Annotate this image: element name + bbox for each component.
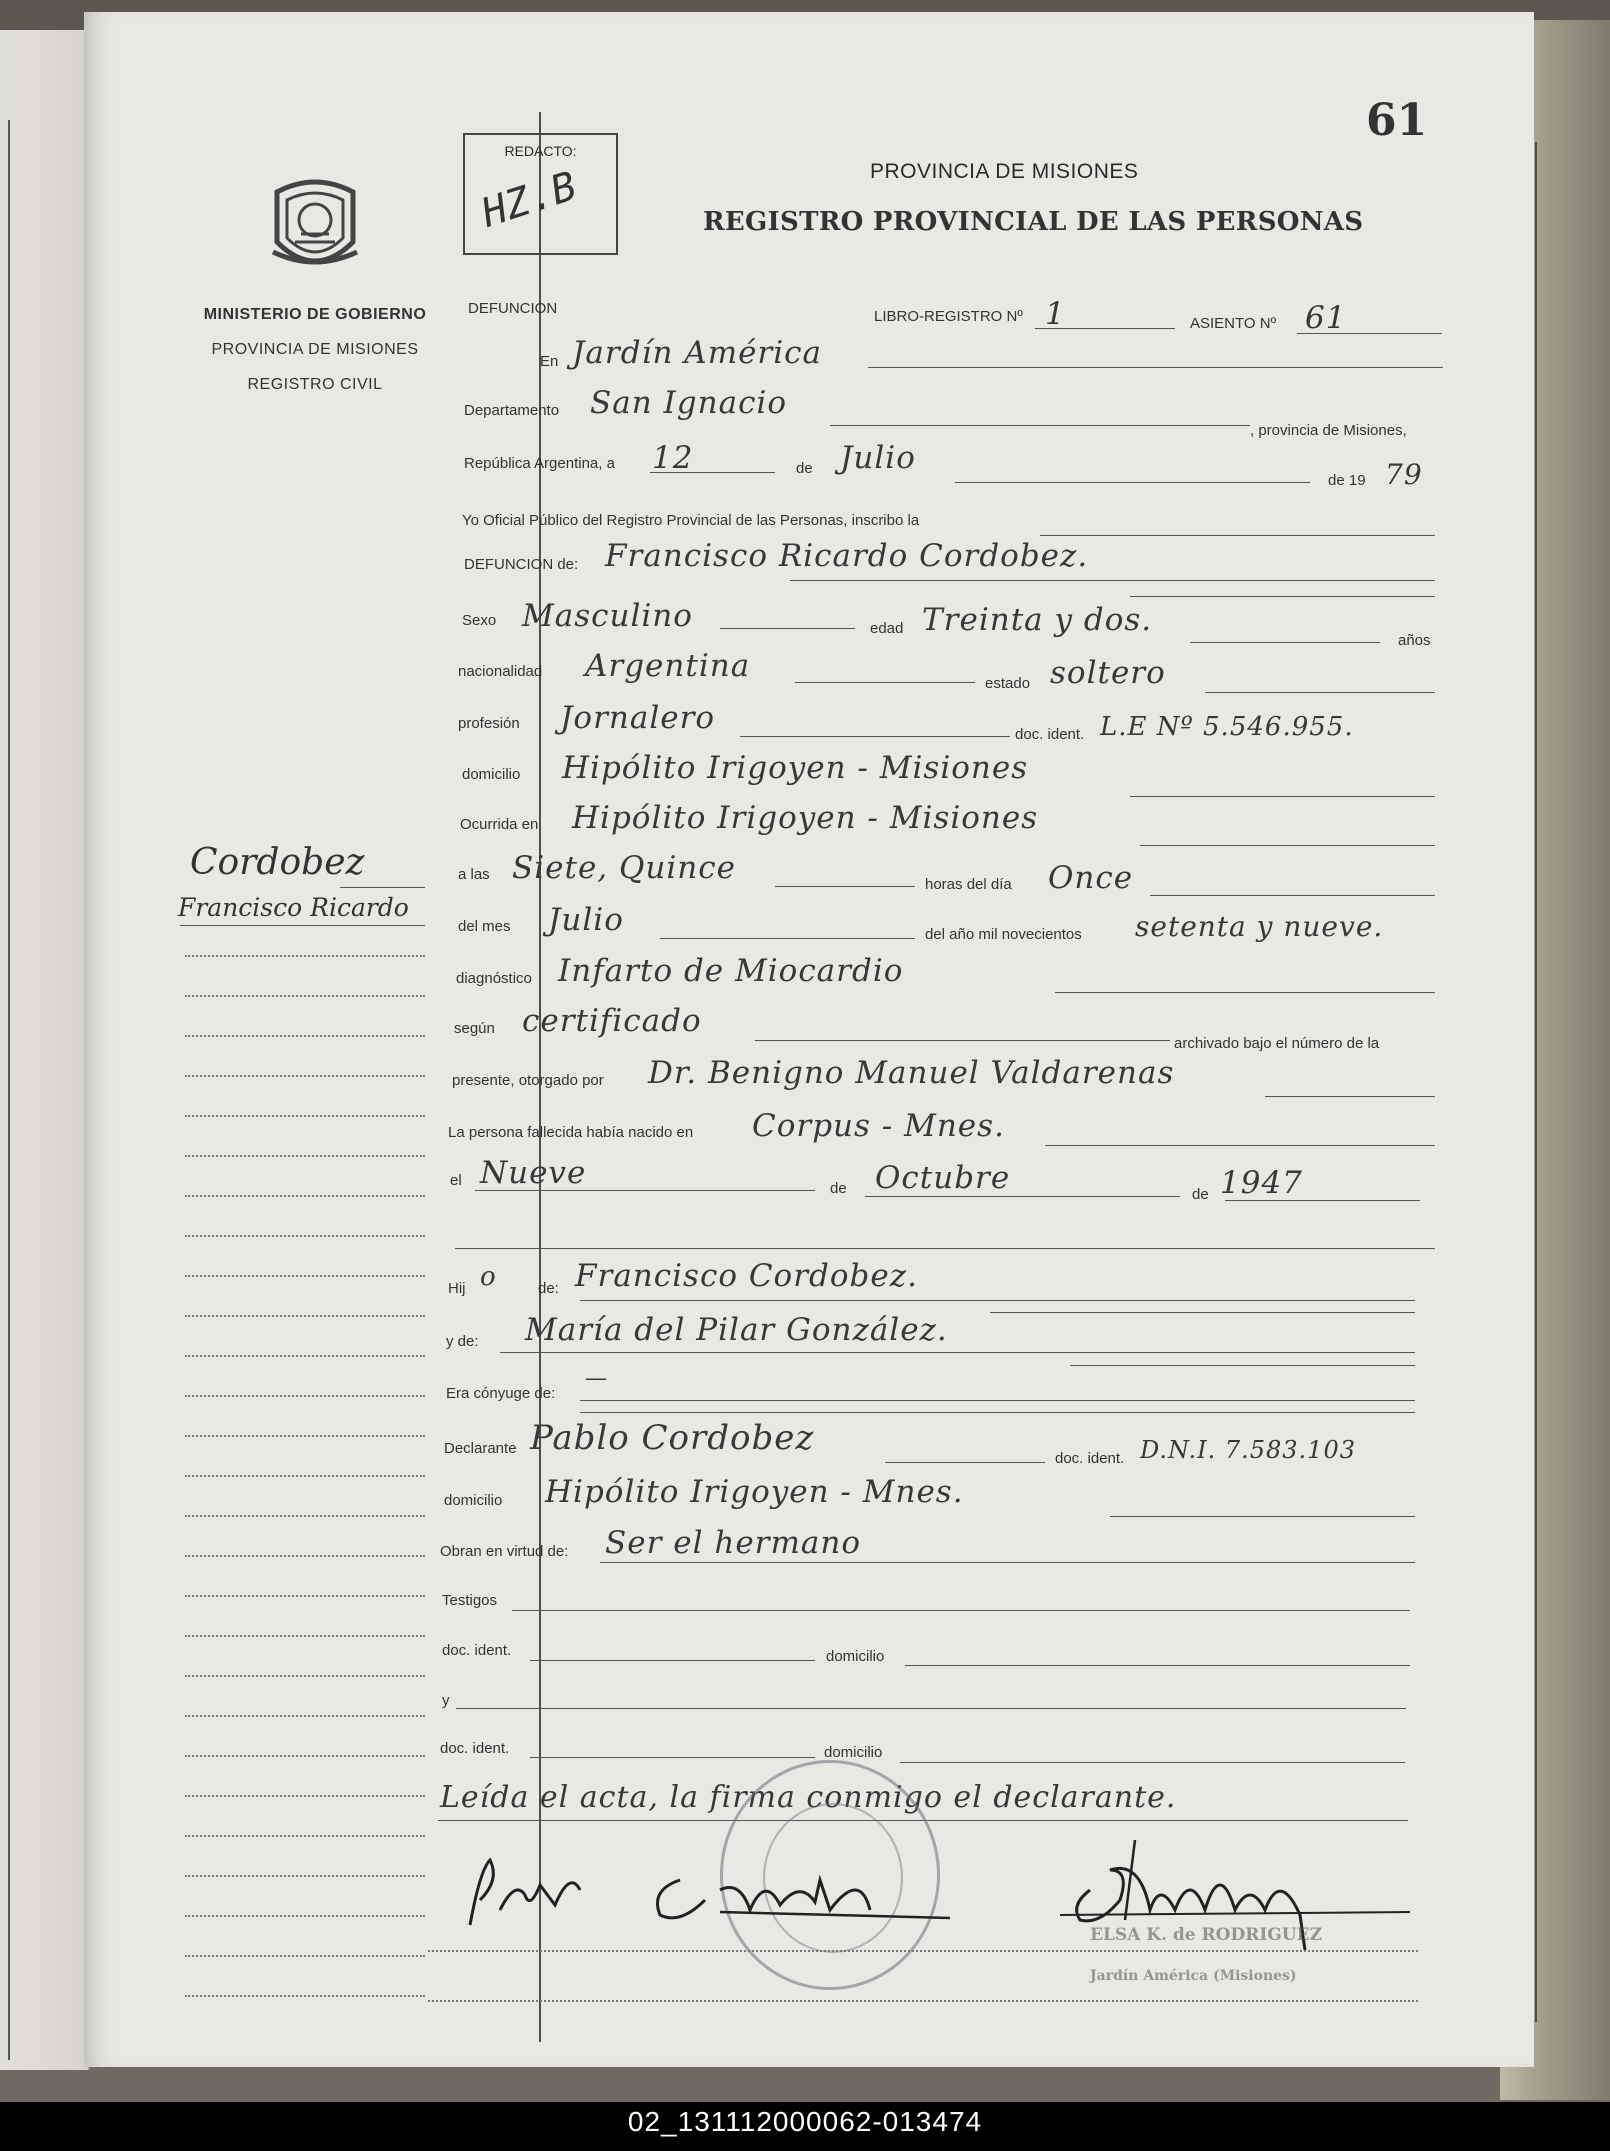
padre-value: Francisco Cordobez. bbox=[575, 1258, 918, 1294]
del-mes-label: del mes bbox=[458, 918, 511, 935]
mes-line bbox=[955, 482, 1310, 483]
nacionalidad-line bbox=[795, 682, 975, 683]
margin-dotted-line bbox=[185, 1435, 425, 1437]
conyuge-line-2 bbox=[580, 1412, 1415, 1413]
horas-del-dia-label: horas del día bbox=[925, 876, 1012, 893]
en-value: Jardín América bbox=[572, 335, 823, 371]
testigo-domicilio-line-2 bbox=[900, 1762, 1405, 1763]
defuncion-de-label: DEFUNCION de: bbox=[464, 556, 579, 573]
obran-value: Ser el hermano bbox=[605, 1525, 862, 1561]
y-line bbox=[456, 1708, 1406, 1709]
estado-label: estado bbox=[985, 675, 1031, 692]
segun-label: según bbox=[454, 1020, 495, 1037]
doc-value: L.E Nº 5.546.955. bbox=[1100, 712, 1354, 742]
segun-value: certificado bbox=[522, 1003, 702, 1039]
margin-dotted-line bbox=[185, 1995, 425, 1997]
folio-number: 61 bbox=[1366, 95, 1428, 146]
anos-label: años bbox=[1398, 632, 1431, 649]
de-19-label: de 19 bbox=[1328, 472, 1366, 489]
archivado-label: archivado bajo el número de la bbox=[1174, 1035, 1380, 1052]
departamento-line bbox=[830, 425, 1250, 426]
left-page bbox=[0, 30, 90, 2070]
header-title: REGISTRO PROVINCIAL DE LAS PERSONAS bbox=[703, 207, 1364, 237]
padre-line-2 bbox=[990, 1312, 1415, 1313]
edad-value: Treinta y dos. bbox=[922, 602, 1153, 638]
margin-dotted-line bbox=[185, 1515, 425, 1517]
declarante-label: Declarante bbox=[444, 1440, 517, 1457]
ano-value: 79 bbox=[1385, 458, 1423, 491]
act-type-label: DEFUNCION bbox=[468, 300, 558, 317]
nacido-en-value: Corpus - Mnes. bbox=[752, 1108, 1005, 1144]
profesion-label: profesión bbox=[458, 715, 520, 732]
testigo-domicilio-label: domicilio bbox=[826, 1648, 885, 1665]
nac-mes-value: Octubre bbox=[875, 1160, 1011, 1196]
nacionalidad-label: nacionalidad bbox=[458, 663, 543, 680]
libro-line bbox=[1035, 328, 1175, 329]
hijo-label: Hij bbox=[448, 1280, 466, 1297]
margin-dotted-line bbox=[185, 1035, 425, 1037]
nombre-line bbox=[790, 580, 1435, 581]
madre-line-2 bbox=[1070, 1365, 1415, 1366]
left-page-rule bbox=[8, 120, 10, 2060]
redacto-initials: HZ.B bbox=[476, 163, 583, 237]
otorgado-line bbox=[1265, 1096, 1435, 1097]
sexo-value: Masculino bbox=[522, 598, 693, 634]
padre-line bbox=[580, 1300, 1415, 1301]
estado-value: soltero bbox=[1050, 655, 1166, 691]
bottom-dotted-line-2 bbox=[428, 2000, 1418, 2002]
margin-dotted-line bbox=[185, 1475, 425, 1477]
otorgado-value: Dr. Benigno Manuel Valdarenas bbox=[648, 1055, 1175, 1091]
margin-dotted-line bbox=[185, 1635, 425, 1637]
y-de-label: y de: bbox=[446, 1333, 479, 1350]
a-las-line bbox=[775, 886, 915, 887]
margin-dotted-line bbox=[185, 1715, 425, 1717]
closing-text: Leída el acta, la firma conmigo el declarante. bbox=[440, 1780, 1177, 1815]
testigo-domicilio-line bbox=[905, 1665, 1410, 1666]
domicilio-declarante-value: Hipólito Irigoyen - Mnes. bbox=[545, 1474, 964, 1510]
conyuge-label: Era cónyuge de: bbox=[446, 1385, 556, 1402]
de-label-2: de bbox=[830, 1180, 847, 1197]
diagnostico-line bbox=[1055, 992, 1435, 993]
profesion-line bbox=[740, 736, 1010, 737]
diagnostico-value: Infarto de Miocardio bbox=[558, 953, 904, 989]
margin-dotted-line bbox=[185, 1235, 425, 1237]
doc-ident-label: doc. ident. bbox=[1015, 726, 1085, 743]
registry-label: REGISTRO CIVIL bbox=[247, 376, 383, 393]
margin-dotted-line bbox=[185, 1675, 425, 1677]
margin-dotted-line bbox=[185, 1315, 425, 1317]
margin-dotted-line bbox=[185, 1795, 425, 1797]
margin-underline-2 bbox=[180, 925, 425, 926]
margin-dotted-line bbox=[185, 1075, 425, 1077]
domicilio-line bbox=[1130, 796, 1435, 797]
departamento-label: Departamento bbox=[464, 402, 560, 419]
de-label-1: de bbox=[796, 460, 813, 477]
sexo-line bbox=[720, 628, 855, 629]
y-label: y bbox=[442, 1692, 450, 1709]
asiento-line bbox=[1297, 333, 1442, 334]
segun-line bbox=[755, 1040, 1170, 1041]
declarante-value: Pablo Cordobez bbox=[530, 1418, 815, 1458]
nacionalidad-value: Argentina bbox=[585, 648, 751, 684]
nac-dia-line bbox=[475, 1190, 815, 1191]
dia-value: 12 bbox=[652, 440, 694, 476]
domicilio-declarante-label: domicilio bbox=[444, 1492, 503, 1509]
blank-line bbox=[455, 1248, 1435, 1249]
en-line bbox=[868, 367, 1443, 368]
yo-oficial-label: Yo Oficial Público del Registro Provincial de las Personas, inscribo la bbox=[462, 512, 920, 529]
ocurrida-en-value: Hipólito Irigoyen - Misiones bbox=[572, 800, 1039, 836]
republica-label: República Argentina, a bbox=[464, 455, 615, 472]
nac-ano-value: 1947 bbox=[1220, 1165, 1303, 1201]
en-label: En bbox=[540, 353, 559, 370]
diagnostico-label: diagnóstico bbox=[456, 970, 532, 987]
madre-value: María del Pilar González. bbox=[525, 1312, 948, 1348]
margin-dotted-line bbox=[185, 1595, 425, 1597]
domicilio-value: Hipólito Irigoyen - Misiones bbox=[562, 750, 1029, 786]
obran-line bbox=[600, 1562, 1415, 1563]
margin-dotted-line bbox=[185, 1115, 425, 1117]
redacto-box bbox=[463, 133, 618, 255]
image-id-footer: 02_131112000062-013474 bbox=[627, 2106, 983, 2137]
nac-ano-line bbox=[1225, 1200, 1420, 1201]
margin-dotted-line bbox=[185, 1875, 425, 1877]
sexo-label: Sexo bbox=[462, 612, 497, 629]
nombre-value: Francisco Ricardo Cordobez. bbox=[605, 538, 1089, 574]
margin-dotted-line bbox=[185, 1755, 425, 1757]
official-stamp-place: Jardín América (Misiones) bbox=[1090, 1968, 1297, 1984]
testigo-domicilio-label-2: domicilio bbox=[824, 1744, 883, 1761]
profesion-value: Jornalero bbox=[560, 700, 716, 736]
dia-texto-value: Once bbox=[1048, 860, 1134, 896]
obran-label: Obran en virtud de: bbox=[440, 1543, 569, 1560]
dia-line bbox=[650, 472, 775, 473]
margin-dotted-line bbox=[185, 1395, 425, 1397]
testigo-doc-label-2: doc. ident. bbox=[440, 1740, 510, 1757]
redacto-label: REDACTO: bbox=[504, 143, 577, 159]
province-label: PROVINCIA DE MISIONES bbox=[211, 341, 419, 358]
testigo-doc-line bbox=[530, 1660, 815, 1661]
margin-dotted-line bbox=[185, 1155, 425, 1157]
nac-dia-value: Nueve bbox=[480, 1155, 587, 1191]
nacido-en-line bbox=[1045, 1145, 1435, 1146]
a-las-label: a las bbox=[458, 866, 490, 883]
madre-line bbox=[500, 1352, 1415, 1353]
testigos-label: Testigos bbox=[442, 1592, 498, 1609]
margin-underline bbox=[340, 887, 425, 888]
ocurrida-en-line bbox=[1140, 845, 1435, 846]
domicilio-declarante-line bbox=[1110, 1516, 1415, 1517]
edad-label: edad bbox=[870, 620, 904, 637]
margin-dotted-line bbox=[185, 1555, 425, 1557]
margin-dotted-line bbox=[185, 1195, 425, 1197]
conyuge-value: — bbox=[585, 1366, 608, 1391]
asiento-number: 61 bbox=[1305, 300, 1347, 336]
margin-dotted-line bbox=[185, 955, 425, 957]
conyuge-line bbox=[580, 1400, 1415, 1401]
margin-dotted-line bbox=[185, 1355, 425, 1357]
mes-texto-line bbox=[660, 938, 915, 939]
asiento-label: ASIENTO Nº bbox=[1190, 315, 1277, 332]
official-stamp-name: ELSA K. de RODRIGUEZ bbox=[1090, 1925, 1322, 1945]
libro-number: 1 bbox=[1045, 296, 1066, 332]
ano-texto-value: setenta y nueve. bbox=[1135, 910, 1384, 943]
edad-line bbox=[1190, 642, 1380, 643]
margin-surname: Cordobez bbox=[190, 842, 365, 883]
margin-dotted-line bbox=[185, 995, 425, 997]
mes-value: Julio bbox=[840, 440, 916, 476]
a-las-value: Siete, Quince bbox=[512, 850, 736, 886]
provincial-seal-icon bbox=[265, 172, 365, 282]
margin-dotted-line bbox=[185, 1275, 425, 1277]
declarante-line bbox=[885, 1462, 1045, 1463]
right-rule bbox=[1535, 142, 1537, 2022]
testigo-doc-label: doc. ident. bbox=[442, 1642, 512, 1659]
nombre-line-2 bbox=[1130, 596, 1435, 597]
departamento-value: San Ignacio bbox=[590, 385, 788, 421]
mes-texto-value: Julio bbox=[548, 902, 624, 938]
presente-label: presente, otorgado por bbox=[452, 1072, 604, 1089]
testigo-doc-line-2 bbox=[530, 1757, 815, 1758]
hijo-suffix: o bbox=[480, 1262, 497, 1292]
declarante-doc-value: D.N.I. 7.583.103 bbox=[1140, 1436, 1356, 1464]
provincia-label: , provincia de Misiones, bbox=[1250, 422, 1407, 439]
header-province: PROVINCIA DE MISIONES bbox=[870, 160, 1139, 183]
ministry-label: MINISTERIO DE GOBIERNO bbox=[203, 306, 427, 323]
margin-dotted-line bbox=[185, 1955, 425, 1957]
domicilio-label: domicilio bbox=[462, 766, 521, 783]
declarant-signature bbox=[420, 1840, 960, 1950]
ocurrida-en-label: Ocurrida en bbox=[460, 816, 539, 833]
estado-line bbox=[1205, 692, 1435, 693]
yo-oficial-line bbox=[1040, 535, 1435, 536]
dia-texto-line bbox=[1150, 895, 1435, 896]
margin-given-name: Francisco Ricardo bbox=[178, 893, 409, 922]
nacido-en-label: La persona fallecida había nacido en bbox=[448, 1124, 694, 1141]
del-ano-label: del año mil novecientos bbox=[925, 926, 1082, 943]
de-colon-label: de: bbox=[538, 1280, 559, 1297]
nac-mes-line bbox=[865, 1196, 1180, 1197]
el-label: el bbox=[450, 1172, 462, 1189]
margin-dotted-line bbox=[185, 1915, 425, 1917]
libro-label: LIBRO-REGISTRO Nº bbox=[874, 308, 1023, 325]
testigos-line bbox=[512, 1610, 1410, 1611]
de-label-3: de bbox=[1192, 1186, 1209, 1203]
declarante-doc-label: doc. ident. bbox=[1055, 1450, 1125, 1467]
margin-dotted-line bbox=[185, 1835, 425, 1837]
bottom-dotted-line bbox=[428, 1950, 1418, 1952]
